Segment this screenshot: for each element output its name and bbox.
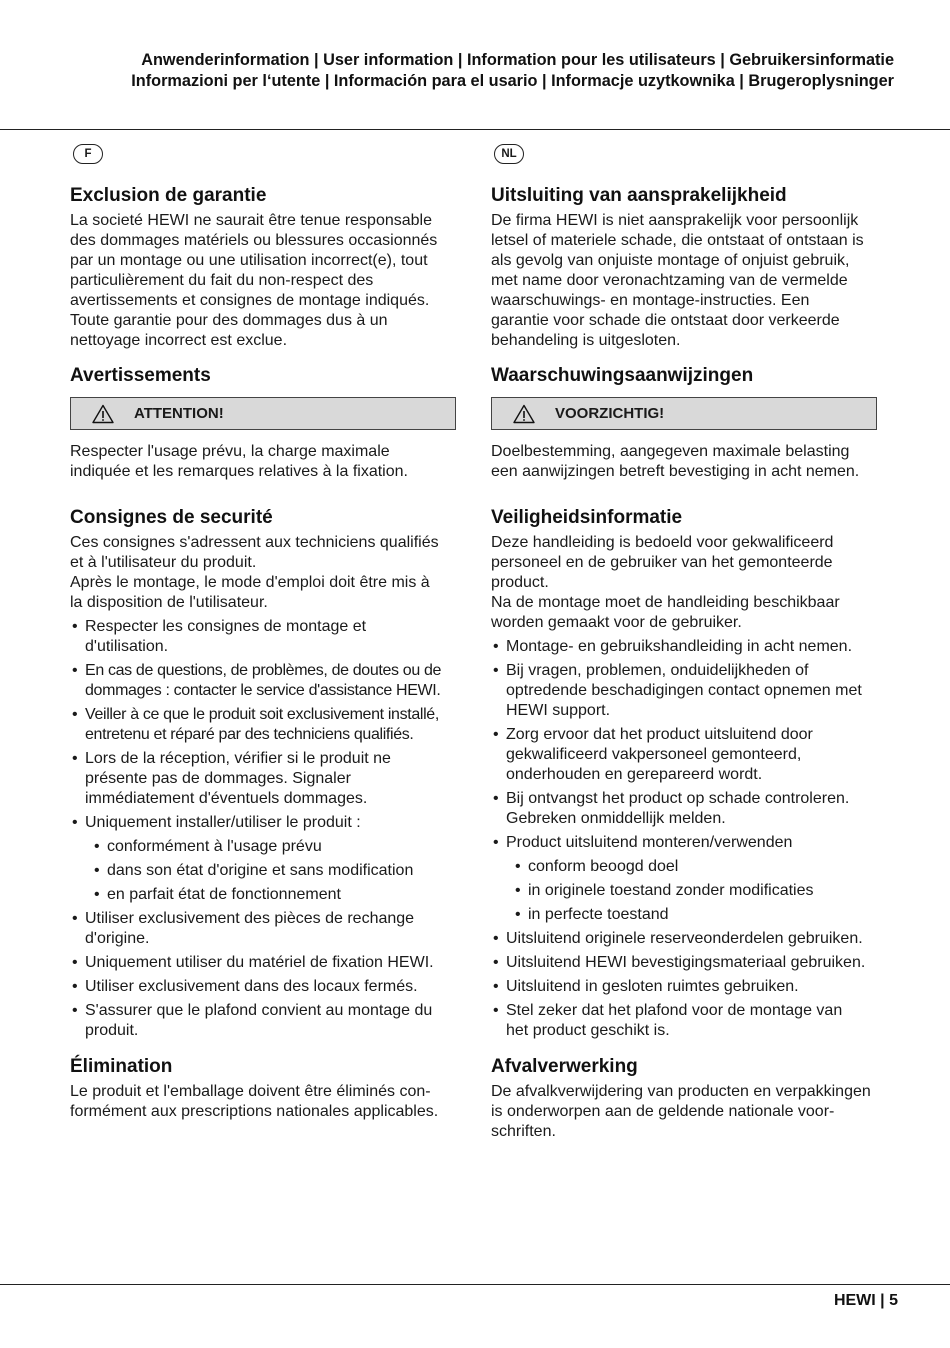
disposal-text-line: De afvalkverwijdering van producten en verpakkingen: [491, 1083, 871, 1100]
bullet-text-line: • Utiliser exclusivement dans des locaux fermés.: [85, 978, 418, 995]
sub-bullet-item: [491, 881, 883, 901]
page-header: [0, 50, 894, 92]
sub-bullet-text: en parfait état de fonctionnement: [107, 886, 341, 903]
bullet-text-line: immédiatement d'éventuels dommages.: [85, 790, 368, 807]
sub-bullet-text: in perfecte toestand: [528, 906, 669, 923]
exclusion-text-line: letsel of materiele schade, die ontstaat of ontstaan is: [491, 232, 864, 249]
bullet-item: [491, 1001, 883, 1041]
disposal-title: Afvalverwerking: [491, 1056, 638, 1077]
bullet-list: [70, 617, 462, 833]
bullet-item: [70, 909, 462, 949]
bullet-text-line: • Bij ontvangst het product op schade controleren.: [506, 790, 850, 807]
exclusion-section: [70, 184, 462, 351]
exclusion-text-line: Toute garantie pour des dommages dus à un: [70, 312, 388, 329]
warning-triangle-icon: [513, 404, 535, 424]
bullet-item: [70, 661, 462, 701]
warnings-section: [491, 364, 883, 482]
sub-bullet-item: [491, 857, 883, 877]
sub-bullet-text: dans son état d'origine et sans modification: [107, 862, 414, 879]
warning-label: ATTENTION!: [134, 405, 224, 422]
top-divider: [0, 129, 950, 130]
exclusion-title: Uitsluiting van aansprakelijkheid: [491, 185, 787, 206]
bullet-item: [70, 617, 462, 657]
exclusion-text-line: als gevolg van onjuiste montage of onjuist gebruik,: [491, 252, 850, 269]
warning-box: [70, 397, 456, 430]
bullet-text-line: • Product uitsluitend monteren/verwenden: [506, 834, 793, 851]
sub-bullet-list: [491, 857, 883, 925]
warning-label: VOORZICHTIG!: [555, 405, 665, 422]
exclusion-title: Exclusion de garantie: [70, 185, 267, 206]
bullet-text-line: • Uniquement utiliser du matériel de fixation HEWI.: [85, 954, 434, 971]
bullet-item: [491, 929, 883, 949]
bullet-item: [491, 789, 883, 829]
exclusion-section: [491, 184, 883, 351]
bullet-text-line: • S'assurer que le plafond convient au montage du: [85, 1002, 433, 1019]
exclusion-text-line: des dommages matériels ou blessures occasionnés: [70, 232, 438, 249]
header-line-2: Informazioni per l‘utente | Información para el usario | Informacje uzytkownika | Brugeroplysninger: [131, 72, 894, 90]
sub-bullet-list: [70, 837, 462, 905]
bullet-text-line: produit.: [85, 1022, 139, 1039]
safety-text-line: Après le montage, le mode d'emploi doit être mis à: [70, 574, 430, 591]
bullet-item: [70, 1001, 462, 1041]
warnings-text-line: een aanwijzingen betreft bevestiging in acht nemen.: [491, 463, 860, 480]
safety-section: [491, 506, 883, 1041]
bullet-item: [491, 661, 883, 721]
exclusion-text-line: par un montage ou une utilisation incorrect(e), tout: [70, 252, 428, 269]
disposal-text-line: is onderworpen aan de geldende nationale voor-: [491, 1103, 835, 1120]
bullet-text-line: • Zorg ervoor dat het product uitsluitend door: [506, 726, 813, 743]
warnings-title: Waarschuwingsaanwijzingen: [491, 365, 754, 386]
bullet-text-line: • En cas de questions, de problèmes, de doutes ou de: [85, 662, 442, 679]
bullet-item: [70, 813, 462, 833]
bullet-text-line: présente pas de dommages. Signaler: [85, 770, 351, 787]
sub-bullet-item: [70, 885, 462, 905]
warnings-title: Avertissements: [70, 365, 211, 386]
warning-box: [491, 397, 877, 430]
bullet-item: [491, 725, 883, 785]
bullet-list: [491, 637, 883, 853]
language-badge: NL: [494, 144, 524, 164]
disposal-text-line: Le produit et l'emballage doivent être éliminés con-: [70, 1083, 431, 1100]
warnings-text-line: indiquée et les remarques relatives à la fixation.: [70, 463, 408, 480]
header-line-1: Anwenderinformation | User information | Information pour les utilisateurs | Gebruikersinformatie: [141, 51, 894, 69]
warnings-section: [70, 364, 462, 482]
exclusion-text-line: waarschuwings- en montage-instructies. Een: [491, 292, 810, 309]
disposal-title: Élimination: [70, 1056, 173, 1077]
safety-text-line: et à l'utilisateur du produit.: [70, 554, 257, 571]
bullet-text-line: • Stel zeker dat het plafond voor de montage van: [506, 1002, 843, 1019]
warnings-text-line: Respecter l'usage prévu, la charge maximale: [70, 443, 390, 460]
bullet-text-line: gekwalificeerd vakpersoneel gemonteerd,: [506, 746, 802, 763]
sub-bullet-item: [491, 905, 883, 925]
bullet-text-line: HEWI support.: [506, 702, 611, 719]
exclusion-text-line: garantie voor schade die ontstaat door verkeerde: [491, 312, 840, 329]
bullet-text-line: entretenu et réparé par des techniciens qualifiés.: [85, 726, 414, 743]
sub-bullet-text: conformément à l'usage prévu: [107, 838, 322, 855]
bullet-item: [70, 953, 462, 973]
bullet-text-line: • Bij vragen, problemen, onduidelijkheden of: [506, 662, 809, 679]
bullet-text-line: • Uitsluitend in gesloten ruimtes gebruiken.: [506, 978, 799, 995]
column-dutch: [491, 144, 883, 1142]
safety-section: [70, 506, 462, 1041]
bullet-text-line: d'utilisation.: [85, 638, 169, 655]
bullet-text-line: • Uniquement installer/utiliser le produit :: [85, 814, 361, 831]
bullet-text-line: optredende beschadigingen contact opnemen met: [506, 682, 862, 699]
warnings-text: [491, 442, 883, 482]
bullet-text-line: dommages : contacter le service d'assistance HEWI.: [85, 682, 441, 699]
exclusion-text-line: met name door veronachtzaming van de vermelde: [491, 272, 848, 289]
bullet-item: [491, 637, 883, 657]
exclusion-text-line: behandeling is uitgesloten.: [491, 332, 681, 349]
disposal-section: [491, 1055, 883, 1142]
sub-bullet-item: [70, 837, 462, 857]
bullet-item: [70, 705, 462, 745]
safety-text-line: Deze handleiding is bedoeld voor gekwalificeerd: [491, 534, 834, 551]
warnings-text: [70, 442, 462, 482]
bullet-list: [491, 929, 883, 1041]
disposal-text-line: schriften.: [491, 1123, 556, 1140]
bottom-divider: [0, 1284, 950, 1285]
exclusion-text-line: nettoyage incorrect est exclue.: [70, 332, 288, 349]
bullet-item: [491, 953, 883, 973]
safety-text-line: la disposition de l'utilisateur.: [70, 594, 268, 611]
safety-text-line: Na de montage moet de handleiding beschikbaar: [491, 594, 840, 611]
warning-triangle-icon: [92, 404, 114, 424]
bullet-text-line: d'origine.: [85, 930, 150, 947]
exclusion-text-line: La societé HEWI ne saurait être tenue responsable: [70, 212, 432, 229]
bullet-text-line: • Uitsluitend HEWI bevestigingsmateriaal gebruiken.: [506, 954, 866, 971]
safety-title: Veiligheidsinformatie: [491, 507, 683, 528]
disposal-section: [70, 1055, 462, 1122]
bullet-text-line: • Montage- en gebruikshandleiding in acht nemen.: [506, 638, 853, 655]
column-french: [70, 144, 462, 1122]
safety-text-line: Ces consignes s'adressent aux techniciens qualifiés: [70, 534, 439, 551]
safety-text-line: product.: [491, 574, 549, 591]
bullet-text-line: • Respecter les consignes de montage et: [85, 618, 367, 635]
safety-text-line: personeel en de gebruiker van het gemonteerde: [491, 554, 833, 571]
bullet-item: [491, 977, 883, 997]
warnings-text-line: Doelbestemming, aangegeven maximale belasting: [491, 443, 850, 460]
exclusion-text-line: avertissements et consignes de montage indiqués.: [70, 292, 430, 309]
safety-title: Consignes de securité: [70, 507, 273, 528]
bullet-text-line: • Uitsluitend originele reserveonderdelen gebruiken.: [506, 930, 863, 947]
page-footer: HEWI | 5: [833, 1292, 898, 1309]
bullet-text-line: • Veiller à ce que le produit soit exclusivement installé,: [85, 706, 439, 723]
exclusion-text-line: particulièrement du fait du non-respect des: [70, 272, 374, 289]
exclusion-text-line: De firma HEWI is niet aansprakelijk voor persoonlijk: [491, 212, 859, 229]
bullet-item: [70, 977, 462, 997]
sub-bullet-item: [70, 861, 462, 881]
bullet-text-line: onderhouden en gerepareerd wordt.: [506, 766, 763, 783]
language-badge: F: [73, 144, 103, 164]
disposal-text-line: formément aux prescriptions nationales applicables.: [70, 1103, 439, 1120]
bullet-item: [491, 833, 883, 853]
bullet-text-line: • Lors de la réception, vérifier si le produit ne: [85, 750, 391, 767]
bullet-text-line: • Utiliser exclusivement des pièces de rechange: [85, 910, 415, 927]
bullet-text-line: Gebreken onmiddellijk melden.: [506, 810, 726, 827]
bullet-text-line: het product geschikt is.: [506, 1022, 670, 1039]
sub-bullet-text: in originele toestand zonder modificaties: [528, 882, 814, 899]
sub-bullet-text: conform beoogd doel: [528, 858, 679, 875]
bullet-item: [70, 749, 462, 809]
bullet-list: [70, 909, 462, 1041]
safety-text-line: worden gemaakt voor de gebruiker.: [491, 614, 742, 631]
